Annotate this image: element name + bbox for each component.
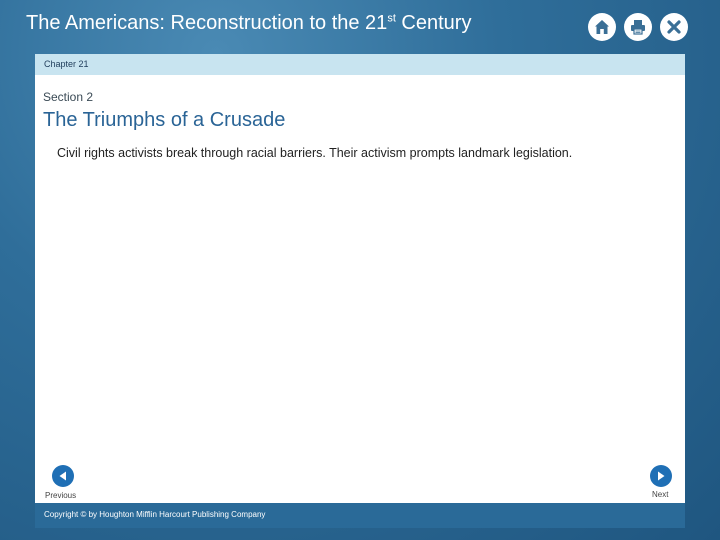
app-title (26, 12, 471, 35)
home-icon (593, 18, 611, 36)
arrow-left-icon (57, 470, 69, 482)
next-button[interactable] (650, 465, 672, 487)
print-button[interactable] (624, 13, 652, 41)
arrow-right-icon (655, 470, 667, 482)
print-icon (629, 18, 647, 36)
title-suffix: Century (395, 12, 472, 34)
body-text: Civil rights activists break through racial barriers. Their activism prompts landmark legislation. (57, 146, 573, 160)
title-prefix: The Americans: Reconstruction to the 21 (26, 12, 388, 34)
copyright-text: Copyright © by Houghton Mifflin Harcourt Publishing Company (44, 510, 266, 519)
close-button[interactable] (660, 13, 688, 41)
home-button[interactable] (588, 13, 616, 41)
toolbar-icons (588, 13, 688, 41)
page-title: The Triumphs of a Crusade (43, 109, 286, 131)
close-icon (665, 18, 683, 36)
content-panel (35, 75, 685, 503)
chapter-label: Chapter 21 (44, 59, 89, 69)
title-superscript: st (387, 12, 396, 25)
next-label[interactable]: Next (652, 490, 669, 499)
previous-label[interactable]: Previous (45, 491, 77, 500)
footer-bar (35, 503, 685, 528)
chapter-bar (35, 54, 685, 75)
section-label: Section 2 (43, 90, 94, 104)
previous-button[interactable] (52, 465, 74, 487)
